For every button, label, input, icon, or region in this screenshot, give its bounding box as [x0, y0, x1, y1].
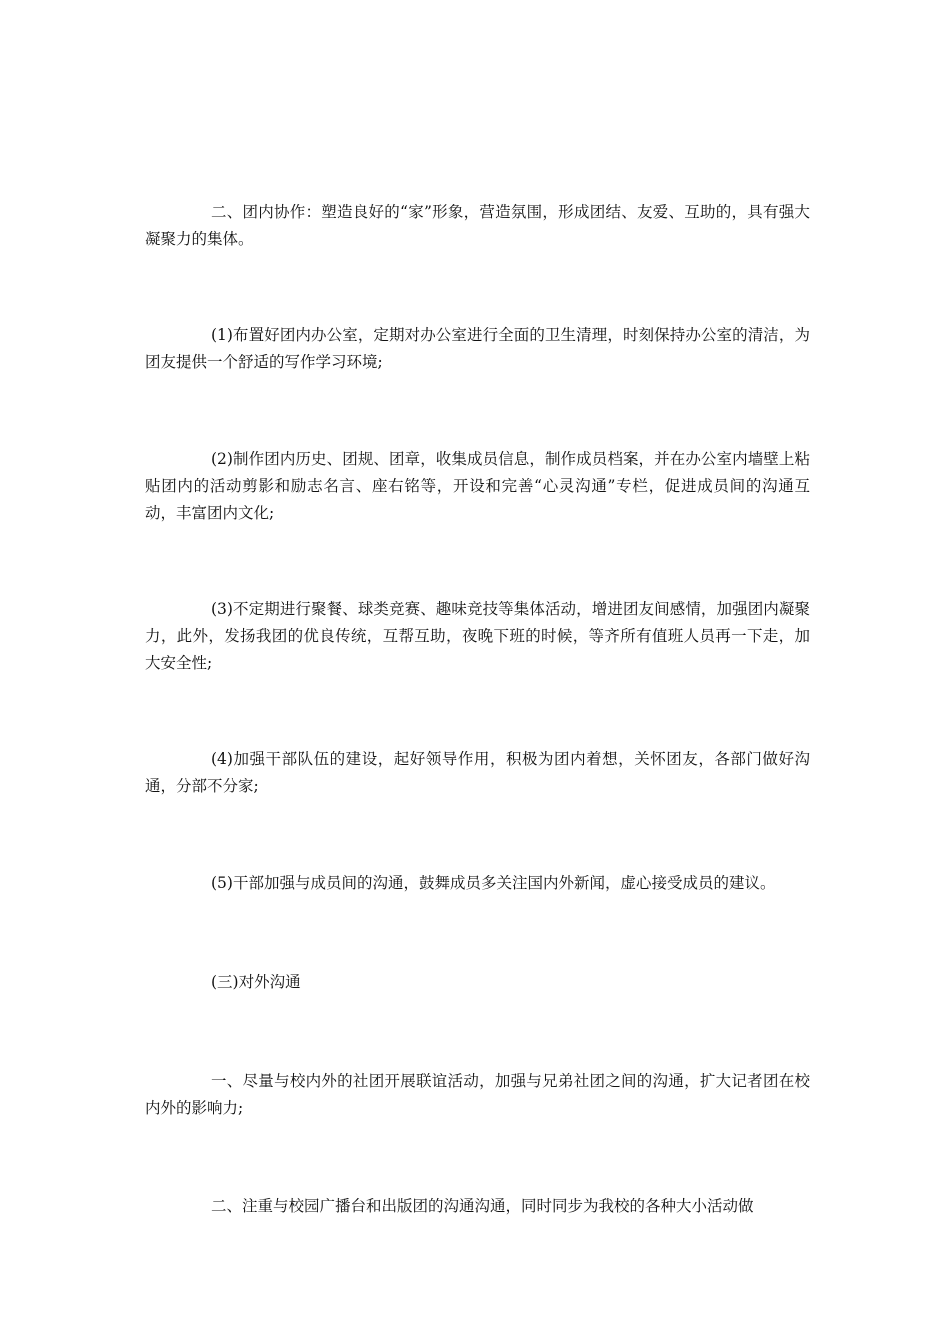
paragraph-item-3: (3)不定期进行聚餐、球类竞赛、趣味竞技等集体活动，增进团友间感情，加强团内凝聚力，此外，发扬我团的优良传统，互帮互助，夜晚下班的时候，等齐所有值班人员再一下走，加大安全性;: [145, 600, 810, 672]
paragraph-item-4: (4)加强干部队伍的建设，起好领导作用，积极为团内着想，关怀团友，各部门做好沟通，分部不分家;: [145, 750, 810, 795]
paragraph-item-1: (1)布置好团内办公室，定期对办公室进行全面的卫生清理，时刻保持办公室的清洁，为团友提供一个舒适的写作学习环境;: [145, 326, 810, 371]
paragraph-item-2: (2)制作团内历史、团规、团章，收集成员信息，制作成员档案，并在办公室内墙壁上粘贴团内的活动剪影和励志名言、座右铭等，开设和完善“心灵沟通”专栏，促进成员间的沟通互动，丰富团内文化;: [145, 450, 810, 522]
section-heading-external-communication: (三)对外沟通: [211, 973, 301, 991]
paragraph-external-2: 二、注重与校园广播台和出版团的沟通沟通，同时同步为我校的各种大小活动做: [211, 1197, 754, 1215]
paragraph-item-5: (5)干部加强与成员间的沟通，鼓舞成员多关注国内外新闻，虚心接受成员的建议。: [211, 874, 776, 892]
paragraph-team-cooperation: 二、团内协作：塑造良好的“家”形象，营造氛围，形成团结、友爱、互助的，具有强大凝聚力的集体。: [145, 203, 810, 248]
paragraph-external-1: 一、尽量与校内外的社团开展联谊活动，加强与兄弟社团之间的沟通，扩大记者团在校内外的影响力;: [145, 1072, 810, 1117]
